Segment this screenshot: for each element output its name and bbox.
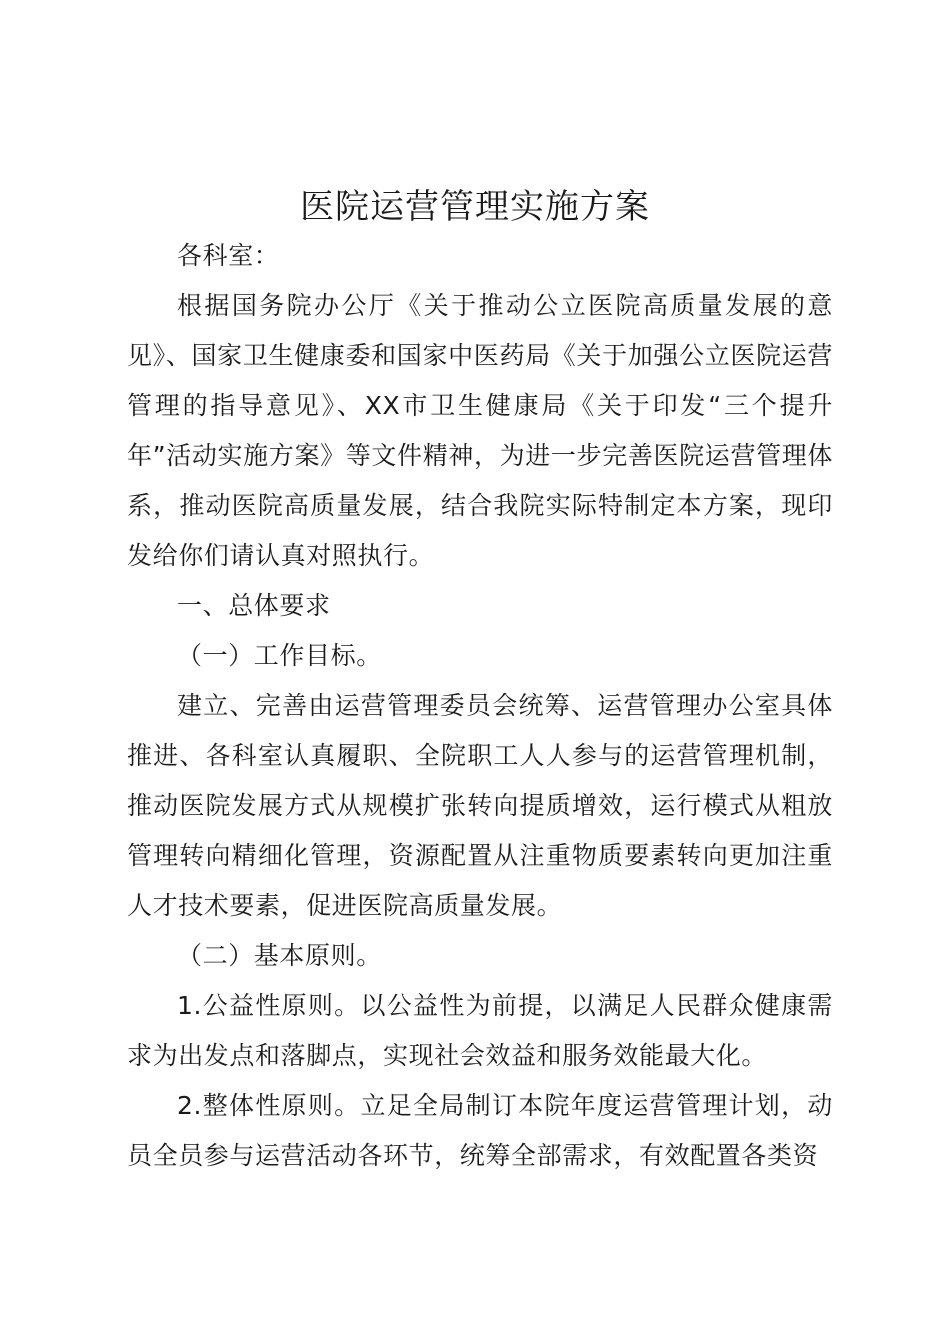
subsection-heading-basic-principles: （二）基本原则。 xyxy=(177,941,382,970)
salutation: 各科室： xyxy=(177,241,280,270)
paragraph-principle-integrity: 2.整体性原则。立足全局制订本院年度运营管理计划，动员全员参与运营活动各环节，统筹全部需求，有效配置各类资 xyxy=(127,1091,833,1170)
paragraph-principle-public-welfare: 1.公益性原则。以公益性为前提，以满足人民群众健康需求为出发点和落脚点，实现社会效益和服务效能最大化。 xyxy=(127,991,833,1070)
paragraph-work-goals: 建立、完善由运营管理委员会统筹、运营管理办公室具体推进、各科室认真履职、全院职工人人参与的运营管理机制，推动医院发展方式从规模扩张转向提质增效，运行模式从粗放管理转向精细化管理，资源配置从注重物质要素转向更加注重人才技术要素，促进医院高质量发展。 xyxy=(127,691,833,920)
section-heading-general-requirements: 一、总体要求 xyxy=(177,591,331,620)
paragraph-background: 根据国务院办公厅《关于推动公立医院高质量发展的意见》、国家卫生健康委和国家中医药局《关于加强公立医院运营管理的指导意见》、XX市卫生健康局《关于印发“三个提升年”活动实施方案》等文件精神，为进一步完善医院运营管理体系，推动医院高质量发展，结合我院实际特制定本方案，现印发给你们请认真对照执行。 xyxy=(127,291,833,570)
document-title: 医院运营管理实施方案 xyxy=(300,187,650,227)
subsection-heading-work-goals: （一）工作目标。 xyxy=(177,641,382,670)
document-body xyxy=(127,231,833,1181)
